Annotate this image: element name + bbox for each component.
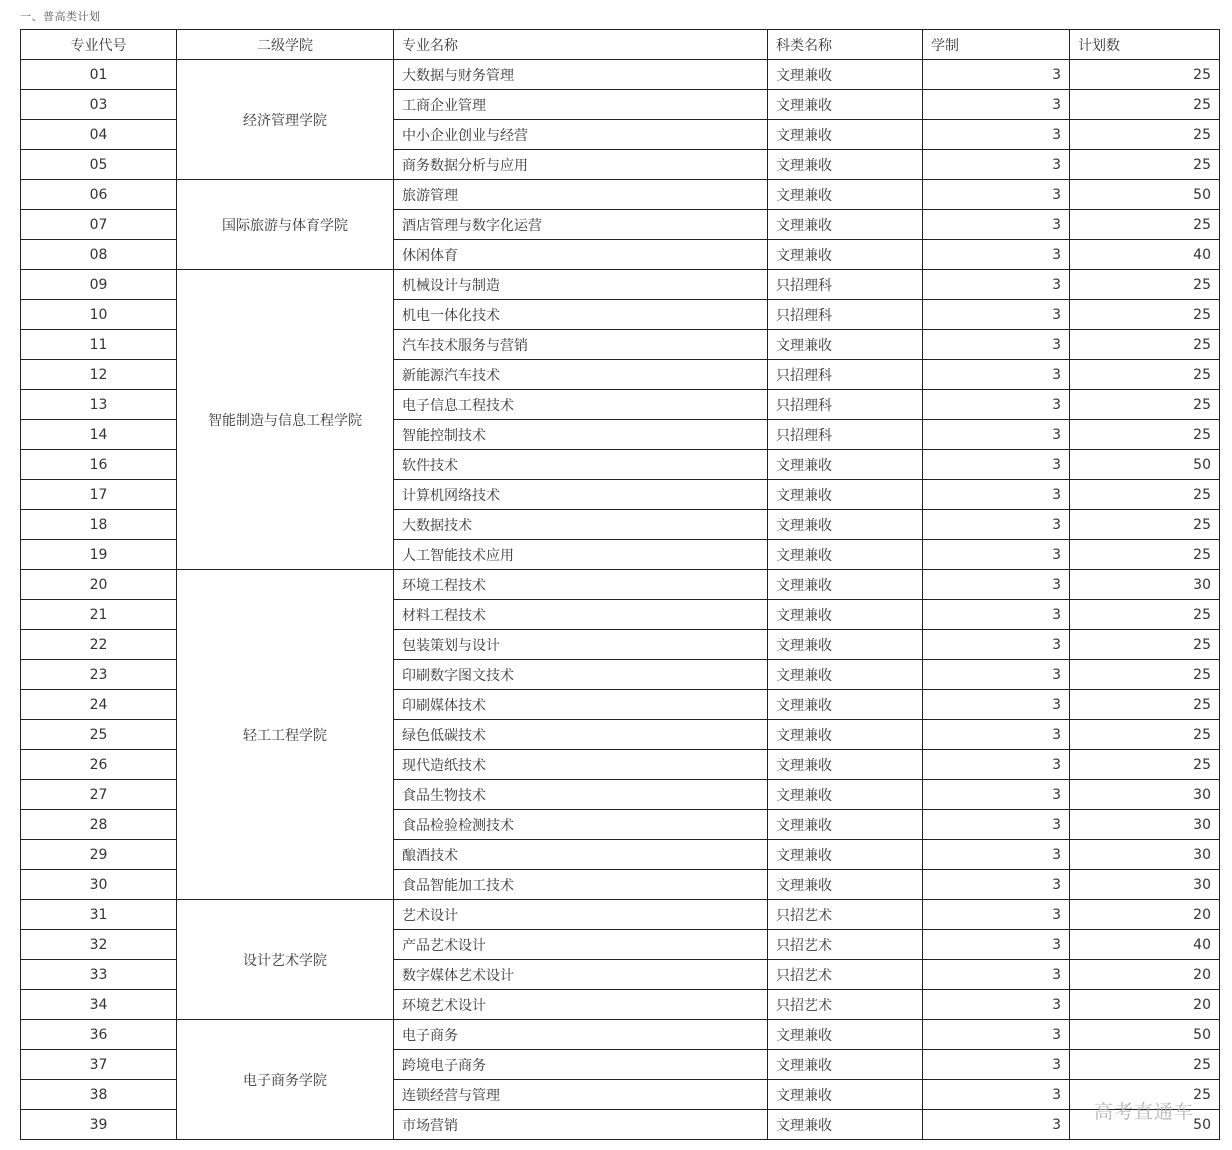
cell-category: 文理兼收 xyxy=(768,750,923,780)
cell-count: 25 xyxy=(1070,690,1220,720)
cell-category: 文理兼收 xyxy=(768,840,923,870)
cell-category: 文理兼收 xyxy=(768,240,923,270)
cell-count: 25 xyxy=(1070,150,1220,180)
cell-years: 3 xyxy=(923,540,1070,570)
cell-code: 12 xyxy=(21,360,177,390)
cell-major: 大数据与财务管理 xyxy=(394,60,768,90)
cell-category: 只招艺术 xyxy=(768,960,923,990)
cell-years: 3 xyxy=(923,600,1070,630)
cell-category: 文理兼收 xyxy=(768,690,923,720)
cell-code: 18 xyxy=(21,510,177,540)
cell-count: 25 xyxy=(1070,270,1220,300)
cell-category: 只招艺术 xyxy=(768,990,923,1020)
cell-category: 只招理科 xyxy=(768,390,923,420)
enrollment-plan-table xyxy=(20,29,1220,1140)
cell-major: 产品艺术设计 xyxy=(394,930,768,960)
cell-code: 37 xyxy=(21,1050,177,1080)
cell-years: 3 xyxy=(923,480,1070,510)
table-row xyxy=(21,180,1220,210)
cell-count: 40 xyxy=(1070,240,1220,270)
cell-count: 25 xyxy=(1070,750,1220,780)
section-caption: 一、普高类计划 xyxy=(20,10,101,23)
cell-years: 3 xyxy=(923,930,1070,960)
cell-years: 3 xyxy=(923,360,1070,390)
cell-major: 大数据技术 xyxy=(394,510,768,540)
cell-code: 16 xyxy=(21,450,177,480)
cell-count: 25 xyxy=(1070,420,1220,450)
cell-years: 3 xyxy=(923,150,1070,180)
cell-category: 文理兼收 xyxy=(768,540,923,570)
cell-years: 3 xyxy=(923,330,1070,360)
header-code: 专业代号 xyxy=(21,30,177,60)
cell-major: 中小企业创业与经营 xyxy=(394,120,768,150)
cell-years: 3 xyxy=(923,390,1070,420)
cell-count: 25 xyxy=(1070,480,1220,510)
cell-category: 文理兼收 xyxy=(768,1110,923,1140)
cell-years: 3 xyxy=(923,510,1070,540)
cell-years: 3 xyxy=(923,870,1070,900)
cell-category: 文理兼收 xyxy=(768,780,923,810)
cell-category: 文理兼收 xyxy=(768,810,923,840)
cell-count: 25 xyxy=(1070,330,1220,360)
cell-code: 32 xyxy=(21,930,177,960)
cell-code: 19 xyxy=(21,540,177,570)
cell-category: 文理兼收 xyxy=(768,90,923,120)
cell-code: 21 xyxy=(21,600,177,630)
cell-code: 36 xyxy=(21,1020,177,1050)
cell-years: 3 xyxy=(923,120,1070,150)
cell-code: 39 xyxy=(21,1110,177,1140)
table-row xyxy=(21,1020,1220,1050)
cell-count: 20 xyxy=(1070,990,1220,1020)
table-row xyxy=(21,60,1220,90)
cell-category: 只招艺术 xyxy=(768,930,923,960)
cell-major: 食品生物技术 xyxy=(394,780,768,810)
cell-years: 3 xyxy=(923,240,1070,270)
cell-category: 文理兼收 xyxy=(768,180,923,210)
cell-major: 汽车技术服务与营销 xyxy=(394,330,768,360)
cell-count: 25 xyxy=(1070,120,1220,150)
cell-college: 电子商务学院 xyxy=(177,1020,394,1140)
cell-category: 文理兼收 xyxy=(768,510,923,540)
cell-major: 跨境电子商务 xyxy=(394,1050,768,1080)
cell-code: 10 xyxy=(21,300,177,330)
cell-code: 07 xyxy=(21,210,177,240)
cell-count: 30 xyxy=(1070,840,1220,870)
cell-years: 3 xyxy=(923,690,1070,720)
cell-code: 05 xyxy=(21,150,177,180)
header-category: 科类名称 xyxy=(768,30,923,60)
cell-years: 3 xyxy=(923,720,1070,750)
cell-major: 现代造纸技术 xyxy=(394,750,768,780)
table-header xyxy=(21,30,1220,60)
cell-major: 工商企业管理 xyxy=(394,90,768,120)
cell-major: 艺术设计 xyxy=(394,900,768,930)
cell-category: 文理兼收 xyxy=(768,570,923,600)
cell-category: 文理兼收 xyxy=(768,150,923,180)
cell-category: 文理兼收 xyxy=(768,1080,923,1110)
cell-code: 34 xyxy=(21,990,177,1020)
cell-count: 25 xyxy=(1070,1050,1220,1080)
cell-major: 机械设计与制造 xyxy=(394,270,768,300)
cell-years: 3 xyxy=(923,780,1070,810)
cell-count: 50 xyxy=(1070,1020,1220,1050)
cell-code: 03 xyxy=(21,90,177,120)
cell-major: 计算机网络技术 xyxy=(394,480,768,510)
cell-count: 25 xyxy=(1070,210,1220,240)
cell-years: 3 xyxy=(923,450,1070,480)
cell-code: 27 xyxy=(21,780,177,810)
cell-count: 40 xyxy=(1070,930,1220,960)
cell-count: 25 xyxy=(1070,390,1220,420)
cell-years: 3 xyxy=(923,1050,1070,1080)
cell-category: 只招艺术 xyxy=(768,900,923,930)
cell-count: 25 xyxy=(1070,90,1220,120)
cell-major: 休闲体育 xyxy=(394,240,768,270)
cell-count: 25 xyxy=(1070,1080,1220,1110)
cell-category: 文理兼收 xyxy=(768,210,923,240)
table-body xyxy=(21,60,1220,1140)
cell-major: 旅游管理 xyxy=(394,180,768,210)
cell-years: 3 xyxy=(923,630,1070,660)
cell-category: 文理兼收 xyxy=(768,330,923,360)
cell-code: 25 xyxy=(21,720,177,750)
cell-major: 智能控制技术 xyxy=(394,420,768,450)
cell-years: 3 xyxy=(923,90,1070,120)
cell-count: 25 xyxy=(1070,360,1220,390)
cell-code: 29 xyxy=(21,840,177,870)
cell-college: 轻工工程学院 xyxy=(177,570,394,900)
cell-major: 市场营销 xyxy=(394,1110,768,1140)
cell-count: 30 xyxy=(1070,810,1220,840)
cell-code: 17 xyxy=(21,480,177,510)
cell-count: 30 xyxy=(1070,570,1220,600)
cell-category: 只招理科 xyxy=(768,270,923,300)
cell-count: 25 xyxy=(1070,630,1220,660)
cell-count: 25 xyxy=(1070,660,1220,690)
cell-code: 13 xyxy=(21,390,177,420)
cell-years: 3 xyxy=(923,270,1070,300)
cell-years: 3 xyxy=(923,810,1070,840)
cell-category: 只招理科 xyxy=(768,420,923,450)
cell-code: 09 xyxy=(21,270,177,300)
cell-college: 智能制造与信息工程学院 xyxy=(177,270,394,570)
cell-category: 文理兼收 xyxy=(768,60,923,90)
cell-major: 印刷数字图文技术 xyxy=(394,660,768,690)
cell-major: 连锁经营与管理 xyxy=(394,1080,768,1110)
header-years: 学制 xyxy=(923,30,1070,60)
cell-count: 30 xyxy=(1070,870,1220,900)
cell-category: 文理兼收 xyxy=(768,120,923,150)
cell-major: 食品检验检测技术 xyxy=(394,810,768,840)
cell-major: 商务数据分析与应用 xyxy=(394,150,768,180)
cell-category: 文理兼收 xyxy=(768,660,923,690)
cell-code: 23 xyxy=(21,660,177,690)
cell-major: 环境艺术设计 xyxy=(394,990,768,1020)
cell-code: 22 xyxy=(21,630,177,660)
table-row xyxy=(21,900,1220,930)
cell-major: 数字媒体艺术设计 xyxy=(394,960,768,990)
cell-count: 25 xyxy=(1070,300,1220,330)
cell-major: 绿色低碳技术 xyxy=(394,720,768,750)
cell-years: 3 xyxy=(923,570,1070,600)
cell-code: 38 xyxy=(21,1080,177,1110)
cell-category: 文理兼收 xyxy=(768,1020,923,1050)
cell-major: 新能源汽车技术 xyxy=(394,360,768,390)
cell-major: 电子商务 xyxy=(394,1020,768,1050)
cell-years: 3 xyxy=(923,300,1070,330)
cell-major: 酿酒技术 xyxy=(394,840,768,870)
cell-major: 材料工程技术 xyxy=(394,600,768,630)
cell-code: 24 xyxy=(21,690,177,720)
cell-major: 印刷媒体技术 xyxy=(394,690,768,720)
cell-category: 文理兼收 xyxy=(768,600,923,630)
cell-count: 25 xyxy=(1070,720,1220,750)
cell-college: 设计艺术学院 xyxy=(177,900,394,1020)
cell-code: 26 xyxy=(21,750,177,780)
cell-code: 28 xyxy=(21,810,177,840)
cell-category: 文理兼收 xyxy=(768,450,923,480)
cell-years: 3 xyxy=(923,990,1070,1020)
cell-years: 3 xyxy=(923,420,1070,450)
cell-major: 人工智能技术应用 xyxy=(394,540,768,570)
cell-years: 3 xyxy=(923,750,1070,780)
cell-years: 3 xyxy=(923,1110,1070,1140)
cell-count: 20 xyxy=(1070,960,1220,990)
cell-years: 3 xyxy=(923,840,1070,870)
cell-code: 01 xyxy=(21,60,177,90)
cell-category: 文理兼收 xyxy=(768,630,923,660)
cell-code: 31 xyxy=(21,900,177,930)
cell-years: 3 xyxy=(923,60,1070,90)
cell-count: 50 xyxy=(1070,1110,1220,1140)
cell-code: 11 xyxy=(21,330,177,360)
cell-years: 3 xyxy=(923,900,1070,930)
cell-count: 25 xyxy=(1070,540,1220,570)
cell-major: 电子信息工程技术 xyxy=(394,390,768,420)
watermark: 高考直通车 xyxy=(1094,1101,1195,1123)
cell-category: 文理兼收 xyxy=(768,720,923,750)
cell-code: 33 xyxy=(21,960,177,990)
cell-code: 14 xyxy=(21,420,177,450)
cell-years: 3 xyxy=(923,1020,1070,1050)
header-row xyxy=(21,30,1220,60)
cell-category: 文理兼收 xyxy=(768,870,923,900)
cell-major: 机电一体化技术 xyxy=(394,300,768,330)
cell-code: 30 xyxy=(21,870,177,900)
header-college: 二级学院 xyxy=(177,30,394,60)
cell-code: 04 xyxy=(21,120,177,150)
cell-count: 25 xyxy=(1070,600,1220,630)
cell-count: 25 xyxy=(1070,510,1220,540)
cell-count: 50 xyxy=(1070,450,1220,480)
header-major: 专业名称 xyxy=(394,30,768,60)
cell-count: 25 xyxy=(1070,60,1220,90)
table-row xyxy=(21,270,1220,300)
cell-years: 3 xyxy=(923,660,1070,690)
cell-count: 20 xyxy=(1070,900,1220,930)
cell-major: 包装策划与设计 xyxy=(394,630,768,660)
cell-years: 3 xyxy=(923,210,1070,240)
cell-major: 软件技术 xyxy=(394,450,768,480)
cell-category: 只招理科 xyxy=(768,300,923,330)
cell-code: 08 xyxy=(21,240,177,270)
cell-major: 食品智能加工技术 xyxy=(394,870,768,900)
cell-college: 经济管理学院 xyxy=(177,60,394,180)
cell-category: 文理兼收 xyxy=(768,1050,923,1080)
cell-years: 3 xyxy=(923,960,1070,990)
cell-major: 酒店管理与数字化运营 xyxy=(394,210,768,240)
cell-years: 3 xyxy=(923,180,1070,210)
cell-count: 30 xyxy=(1070,780,1220,810)
table-row xyxy=(21,570,1220,600)
cell-major: 环境工程技术 xyxy=(394,570,768,600)
cell-college: 国际旅游与体育学院 xyxy=(177,180,394,270)
cell-category: 只招理科 xyxy=(768,360,923,390)
cell-code: 06 xyxy=(21,180,177,210)
cell-years: 3 xyxy=(923,1080,1070,1110)
cell-code: 20 xyxy=(21,570,177,600)
cell-category: 文理兼收 xyxy=(768,480,923,510)
cell-count: 50 xyxy=(1070,180,1220,210)
header-count: 计划数 xyxy=(1070,30,1220,60)
